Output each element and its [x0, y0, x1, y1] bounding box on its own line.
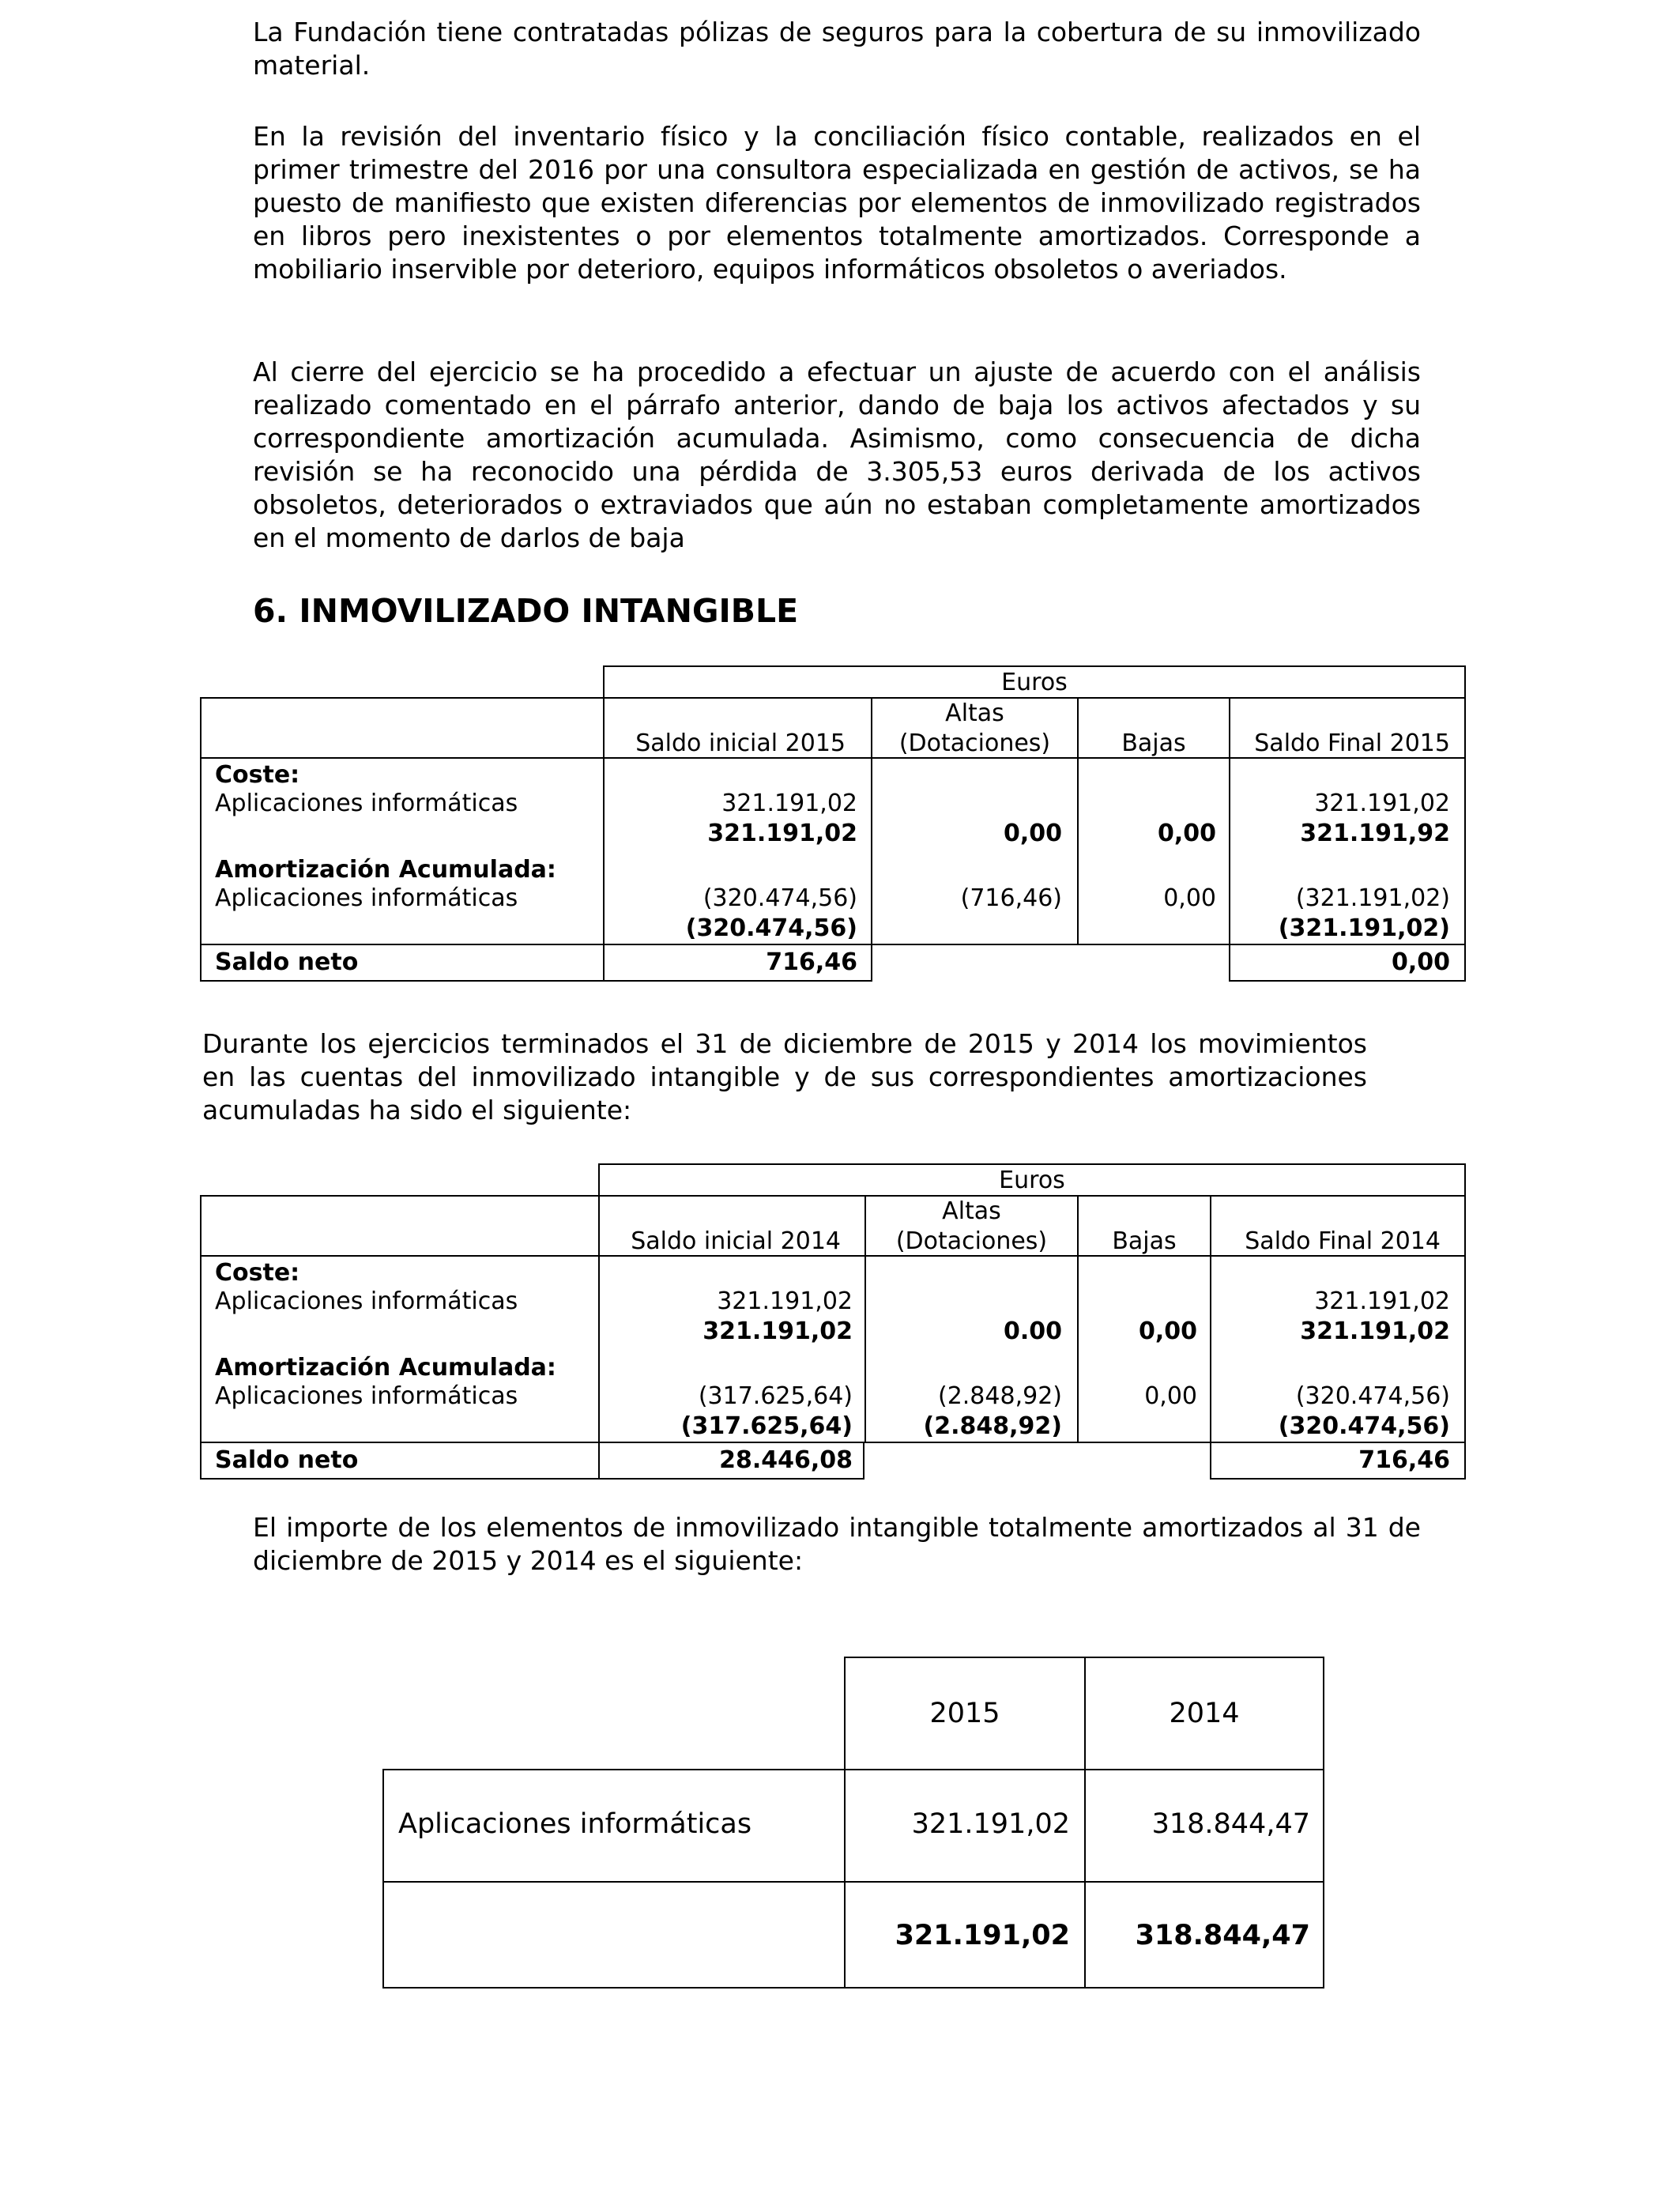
table-2015-euros-label: Euros [1001, 669, 1068, 696]
table3-row-2015: 321.191,02 [911, 1808, 1070, 1840]
table-2015-col-altas: Altas [945, 699, 1004, 727]
paragraph-fully-amortized: El importe de los elementos de inmovilizado intangible totalmente amortizados al 31 de diciembre de 2015 y 2014 es el siguiente: [253, 1512, 1421, 1576]
table-2015-col-saldo-final: Saldo Final 2015 [1254, 729, 1450, 757]
table-2015-neto-fin: 0,00 [1391, 948, 1450, 976]
table-2015-neto-ini: 716,46 [766, 948, 857, 976]
table3-total-2015: 321.191,02 [895, 1920, 1070, 1951]
table-2014-amort-total-ini: (317.625,64) [680, 1412, 853, 1440]
table-2014-col-bajas: Bajas [1112, 1227, 1177, 1255]
table3-col-2015: 2015 [929, 1698, 1000, 1729]
table-2015-col-dotaciones: (Dotaciones) [898, 729, 1051, 757]
table-2014-coste-item: Aplicaciones informáticas [215, 1287, 518, 1315]
table-2014-coste-item-ini: 321.191,02 [717, 1287, 853, 1315]
table-2014-col-saldo-final: Saldo Final 2014 [1245, 1227, 1441, 1255]
table-2014-neto-label: Saldo neto [215, 1446, 359, 1474]
table-2014-amort-item-fin: (320.474,56) [1295, 1382, 1450, 1410]
table-2015-coste-item-ini: 321.191,02 [721, 790, 857, 817]
table-2014-col-saldo-inicial: Saldo inicial 2014 [631, 1227, 841, 1255]
table-2014-coste-total-fin: 321.191,02 [1300, 1318, 1450, 1345]
table-2015-coste-label: Coste: [215, 761, 300, 789]
table3-total-2014: 318.844,47 [1135, 1920, 1310, 1951]
table-2014-amort-total-fin: (320.474,56) [1278, 1412, 1450, 1440]
table3-col-2014: 2014 [1169, 1698, 1240, 1729]
table-2015-amort-total-ini: (320.474,56) [685, 914, 857, 942]
table-2014-coste-item-fin: 321.191,02 [1314, 1287, 1450, 1315]
table-2015-amort-item: Aplicaciones informáticas [215, 884, 518, 912]
table-2014-coste-total-altas: 0.00 [1003, 1318, 1062, 1345]
table-2014-amort-item-altas: (2.848,92) [937, 1382, 1062, 1410]
paragraph-adjustment: Al cierre del ejercicio se ha procedido a efectuar un ajuste de acuerdo con el análisis realizado comentado en el párrafo anterior, dando de baja los activos afectados y su correspondiente amortización acumulada. Asimismo, como consecuencia de dicha revisión se ha reconocido una pérdida de 3.305,53 euros derivada de los activos obsoletos, deteriorados o extraviados que aún no estaban completamente amortizados en el momento de darlos de baja [253, 356, 1421, 553]
table-2014-amort-label: Amortización Acumulada: [215, 1354, 556, 1382]
table-2015-col-bajas: Bajas [1121, 729, 1186, 757]
table-2015-neto-label: Saldo neto [215, 948, 359, 976]
table-2015-amort-total-fin: (321.191,02) [1278, 914, 1450, 942]
table-2014-neto-ini: 28.446,08 [719, 1446, 853, 1474]
table-2014-amort-item: Aplicaciones informáticas [215, 1382, 518, 1410]
table-2015-coste-total-fin: 321.191,92 [1300, 820, 1450, 847]
table3-row-2014: 318.844,47 [1151, 1808, 1310, 1840]
table-2015-amort-item-fin: (321.191,02) [1295, 884, 1450, 912]
table-2014-coste-total-ini: 321.191,02 [703, 1318, 853, 1345]
table-2015-amort-item-altas: (716,46) [960, 884, 1062, 912]
table-2015-coste-item-fin: 321.191,02 [1314, 790, 1450, 817]
table-2015-coste-total-ini: 321.191,02 [707, 820, 857, 847]
table-2015-amort-item-bajas: 0,00 [1163, 884, 1216, 912]
table-2014-amort-item-ini: (317.625,64) [698, 1382, 853, 1410]
paragraph-insurance: La Fundación tiene contratadas pólizas de seguros para la cobertura de su inmovilizado material. [253, 17, 1421, 81]
table-2014-coste-label: Coste: [215, 1259, 300, 1287]
table-2014-neto-fin: 716,46 [1358, 1446, 1450, 1474]
table-2015-col-saldo-inicial: Saldo inicial 2015 [635, 729, 846, 757]
table-2014-euros-label: Euros [999, 1167, 1065, 1194]
table-2014-col-dotaciones: (Dotaciones) [895, 1227, 1048, 1255]
table-2014-amort-item-bajas: 0,00 [1144, 1382, 1197, 1410]
table3-row-label: Aplicaciones informáticas [398, 1808, 752, 1840]
table-2014-coste-total-bajas: 0,00 [1138, 1318, 1197, 1345]
section-title: 6. INMOVILIZADO INTANGIBLE [253, 592, 799, 630]
table-2014-col-altas: Altas [942, 1197, 1001, 1225]
table-2015-coste-total-bajas: 0,00 [1157, 820, 1216, 847]
table-2015-amort-item-ini: (320.474,56) [703, 884, 857, 912]
table-2015-coste-item: Aplicaciones informáticas [215, 790, 518, 817]
table-2015-amort-label: Amortización Acumulada: [215, 856, 556, 884]
paragraph-inventory-review: En la revisión del inventario físico y la conciliación físico contable, realizados en el primer trimestre del 2016 por una consultora especializada en gestión de activos, se ha puesto de manifiesto que existen diferencias por elementos de inmovilizado registrados en libros pero inexistentes o por elementos totalmente amortizados. Corresponde a mobiliario inservible por deterioro, equipos informáticos obsoletos o averiados. [253, 121, 1421, 285]
table-2015-coste-total-altas: 0,00 [1003, 820, 1062, 847]
paragraph-movements: Durante los ejercicios terminados el 31 de diciembre de 2015 y 2014 los movimientos en las cuentas del inmovilizado intangible y de sus correspondientes amortizaciones acumuladas ha sido el siguiente: [202, 1028, 1367, 1125]
table-2014-amort-total-altas: (2.848,92) [923, 1412, 1062, 1440]
